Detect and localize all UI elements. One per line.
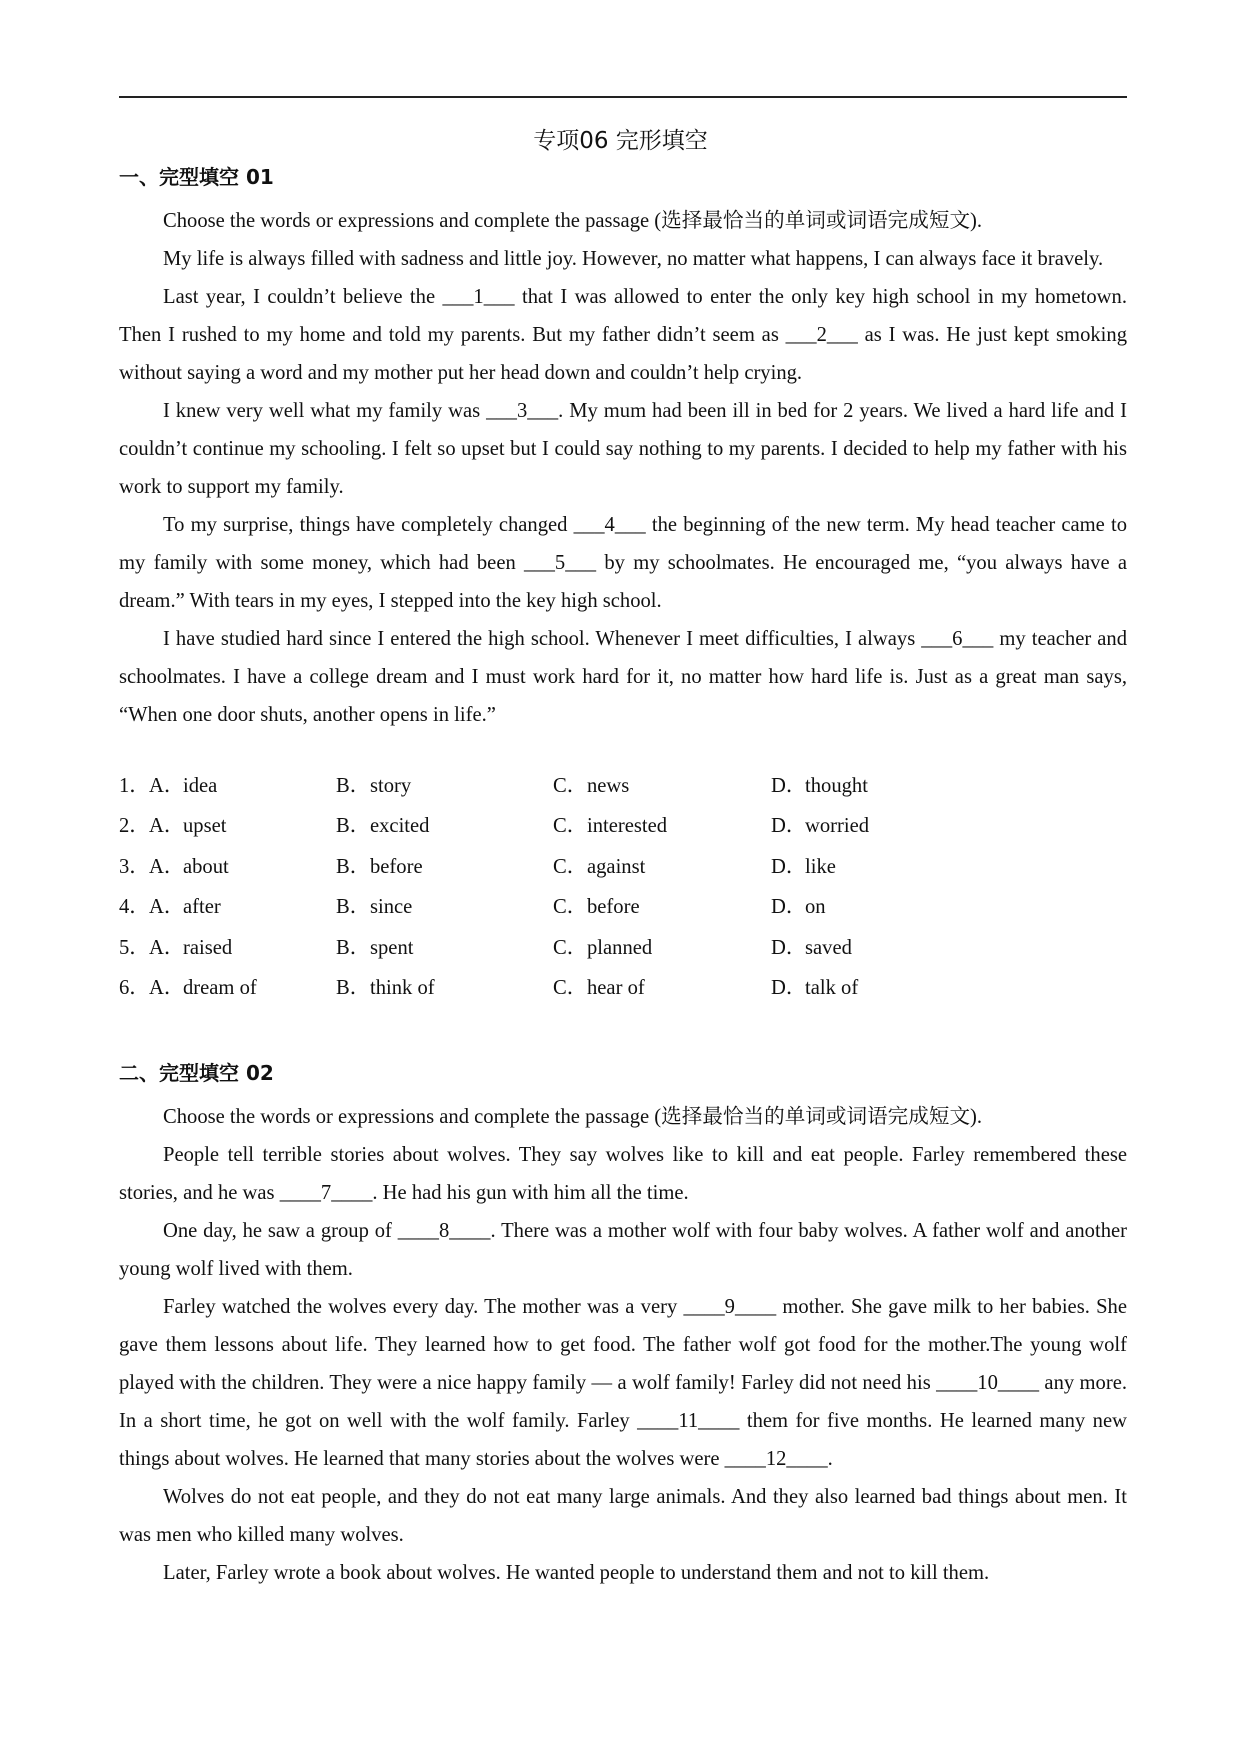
section-2-instruction: Choose the words or expressions and complete the passage (选择最恰当的单词或词语完成短文).: [163, 1106, 983, 1128]
section-1-paragraph: To my surprise, things have completely changed ___4___ the beginning of the new term. My head teacher came to my family with some money, which had been ___5___ by my schoolmates. He encouraged me, “you always have a dream.” With tears in my eyes, I stepped into the key high school.: [119, 514, 1127, 612]
section-2-paragraph: Farley watched the wolves every day. The mother was a very ____9____ mother. She gave milk to her babies. She gave them lessons about life. They learned how to get food. The father wolf got food for the mother.The young wolf played with the children. They were a nice happy family — a wolf family! Farley did not need his ____10____ any more. In a short time, he got on well with the wolf family. Farley ____11____ them for five months. He learned many new things about wolves. He learned that many stories about the wolves were ____12____.: [119, 1296, 1127, 1470]
section-2-paragraph: People tell terrible stories about wolves. They say wolves like to kill and eat people. Farley remembered these stories, and he was ____7____. He had his gun with him all the time.: [119, 1144, 1127, 1204]
section-1-paragraph: I have studied hard since I entered the high school. Whenever I meet difficulties, I always ___6___ my teacher and schoolmates. I have a college dream and I must work hard for it, no matter how hard life is. Just as a great man says, “When one door shuts, another opens in life.”: [119, 628, 1127, 726]
section-1-passage: [119, 202, 1127, 734]
option-b[interactable]: B．think of: [336, 976, 435, 999]
question-row: [119, 972, 1127, 1012]
option-c[interactable]: C．against: [553, 855, 646, 878]
section-2-passage: [119, 1098, 1127, 1592]
option-d[interactable]: D．worried: [771, 815, 870, 838]
section-1-paragraph: I knew very well what my family was ___3___. My mum had been ill in bed for 2 years. We lived a hard life and I couldn’t continue my schooling. I felt so upset but I could say nothing to my parents. I decided to help my father with his work to support my family.: [119, 400, 1127, 498]
option-c[interactable]: C．hear of: [553, 976, 645, 999]
option-b[interactable]: B．before: [336, 855, 423, 878]
section-2-paragraph: Later, Farley wrote a book about wolves. He wanted people to understand them and not to kill them.: [163, 1562, 990, 1584]
page-title: 专项06 完形填空: [533, 128, 708, 154]
section-1-options: [119, 770, 1127, 1012]
option-d[interactable]: D．like: [771, 855, 836, 878]
section-2-heading: 二、完型填空 02: [119, 1061, 274, 1085]
option-a[interactable]: A．about: [149, 855, 229, 878]
option-c[interactable]: C．news: [553, 775, 630, 797]
question-number: 1．: [119, 775, 150, 797]
option-b[interactable]: B．spent: [336, 936, 414, 959]
option-a[interactable]: A．raised: [149, 936, 233, 959]
question-row: [119, 932, 1127, 972]
question-row: [119, 851, 1127, 891]
option-b[interactable]: B．since: [336, 896, 413, 919]
question-number: 4．: [119, 896, 150, 919]
section-1-heading: 一、完型填空 01: [119, 165, 274, 189]
option-d[interactable]: D．on: [771, 896, 826, 919]
question-row: [119, 810, 1127, 850]
option-c[interactable]: C．interested: [553, 815, 668, 838]
question-number: 2．: [119, 815, 150, 838]
option-d[interactable]: D．thought: [771, 775, 868, 797]
question-row: [119, 891, 1127, 931]
question-number: 6．: [119, 976, 150, 999]
header-rule: [119, 96, 1127, 98]
option-c[interactable]: C．planned: [553, 936, 653, 959]
question-number: 3．: [119, 855, 150, 878]
option-b[interactable]: B．excited: [336, 815, 430, 838]
section-2-paragraph: One day, he saw a group of ____8____. There was a mother wolf with four baby wolves. A father wolf and another young wolf lived with them.: [119, 1220, 1127, 1280]
option-d[interactable]: D．saved: [771, 936, 852, 959]
section-1-paragraph: Last year, I couldn’t believe the ___1___ that I was allowed to enter the only key high school in my hometown. Then I rushed to my home and told my parents. But my father didn’t seem as ___2___ as I was. He just kept smoking without saying a word and my mother put her head down and couldn’t help crying.: [119, 286, 1127, 384]
section-1-instruction: Choose the words or expressions and complete the passage (选择最恰当的单词或词语完成短文).: [163, 210, 983, 232]
option-d[interactable]: D．talk of: [771, 976, 859, 999]
question-number: 5．: [119, 936, 150, 959]
option-a[interactable]: A．idea: [149, 775, 218, 797]
option-a[interactable]: A．after: [149, 896, 221, 919]
section-1-paragraph: My life is always filled with sadness and little joy. However, no matter what happens, I can always face it bravely.: [163, 248, 1104, 270]
option-c[interactable]: C．before: [553, 896, 640, 919]
option-a[interactable]: A．upset: [149, 815, 227, 838]
question-row: [119, 770, 1127, 810]
option-a[interactable]: A．dream of: [149, 976, 257, 999]
section-2-paragraph: Wolves do not eat people, and they do not eat many large animals. And they also learned bad things about men. It was men who killed many wolves.: [119, 1486, 1127, 1546]
option-b[interactable]: B．story: [336, 775, 412, 797]
